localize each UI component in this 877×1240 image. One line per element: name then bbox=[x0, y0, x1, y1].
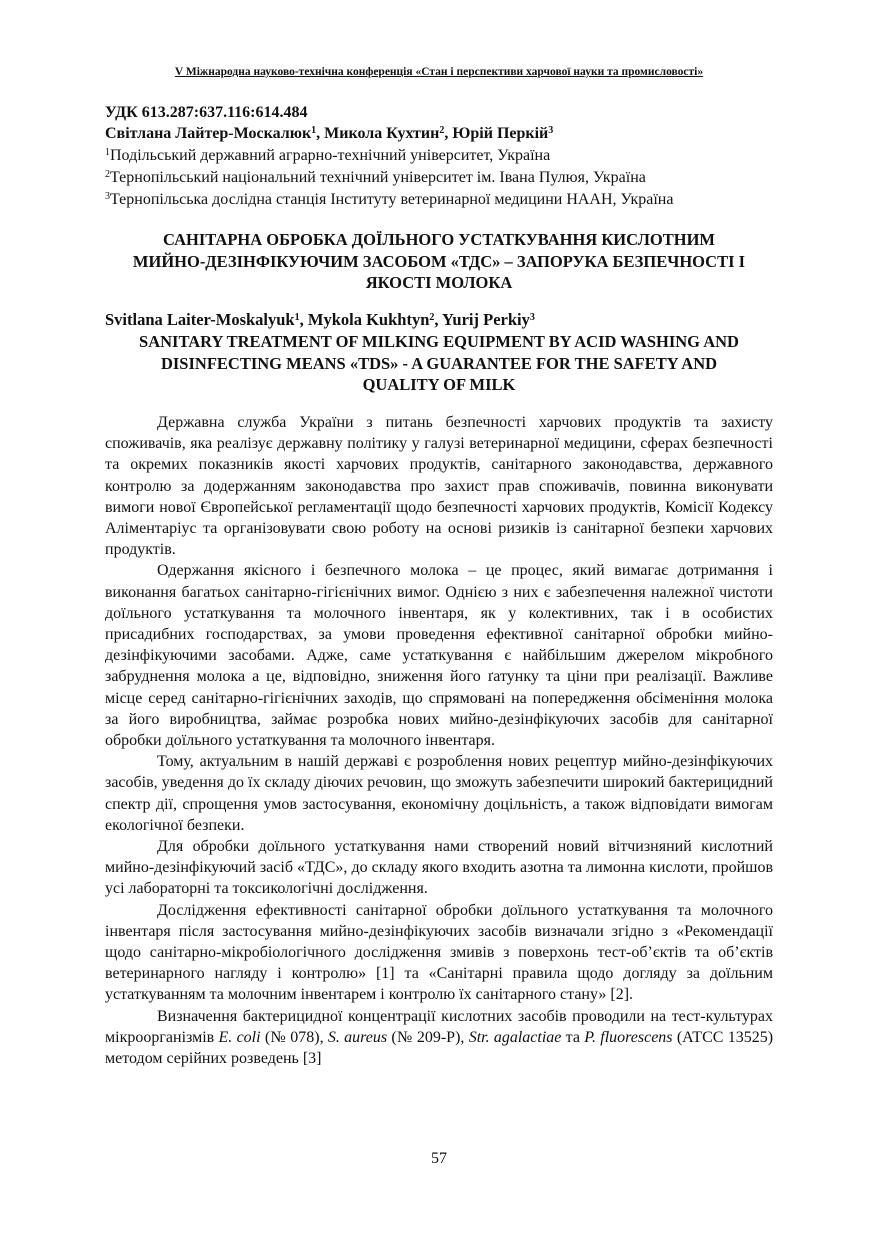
paragraph-text: (№ 209-Р), bbox=[387, 1028, 469, 1046]
affiliation-2 bbox=[105, 167, 646, 189]
author-separator: , bbox=[434, 310, 443, 329]
author-name: Світлана Лайтер-Москалюк bbox=[105, 125, 312, 142]
author-superscript: 3 bbox=[529, 312, 535, 323]
species-name: Str. agalactiae bbox=[468, 1028, 562, 1046]
affiliation-3 bbox=[105, 189, 673, 211]
body-text bbox=[105, 412, 773, 1069]
author-superscript: 1 bbox=[294, 312, 300, 323]
author-superscript: 3 bbox=[548, 125, 554, 136]
page-number: 57 bbox=[431, 1150, 447, 1167]
authors-english bbox=[105, 310, 535, 330]
title-ukrainian bbox=[105, 229, 773, 294]
affiliation-text: Тернопільський національний технічний університет ім. Івана Пулюя, Україна bbox=[110, 169, 646, 186]
affiliation-number: 1 bbox=[105, 147, 110, 158]
author-name: Yurij Perkiy bbox=[442, 310, 530, 329]
author-separator: , bbox=[444, 125, 453, 142]
title-line: SANITARY TREATMENT OF MILKING EQUIPMENT BY ACID WASHING AND bbox=[139, 332, 739, 351]
author-superscript: 2 bbox=[429, 312, 435, 323]
paragraph: Тому, актуальним в нашій державі є розроблення нових рецептур мийно-дезінфікуючих засобів, уведення до їх складу діючих речовин, що зможуть забезпечити широкий бактерицидний спектр дії, спрощення умов застосування, економічну доцільність, а також відповідати вимогам екологічної безпеки. bbox=[105, 753, 773, 834]
paragraph-text: Визначення бактерицидної концентрації кислотних засобів проводили на тест-культурах мікроорганізмів bbox=[105, 1007, 773, 1046]
species-name: P. fluorescens bbox=[584, 1028, 673, 1046]
author-name: Svitlana Laiter-Moskalyuk bbox=[105, 310, 295, 329]
conference-header: V Міжнародна науково-технічна конференція «Стан і перспективи харчової науки та промисловості» bbox=[174, 66, 704, 78]
title-line: DISINFECTING MEANS «TDS» - A GUARANTEE FOR THE SAFETY AND bbox=[160, 353, 718, 373]
author-separator: , bbox=[299, 310, 308, 329]
author-name: Юрій Перкій bbox=[452, 125, 549, 142]
udc-code: УДК 613.287:637.116:614.484 bbox=[105, 104, 308, 121]
affiliation-text: Тернопільська дослідна станція Інституту ветеринарної медицини НААН, Україна bbox=[110, 191, 674, 208]
author-name: Микола Кухтин bbox=[324, 125, 440, 142]
author-superscript: 1 bbox=[311, 125, 317, 136]
author-separator: , bbox=[316, 125, 325, 142]
paragraph: Дослідження ефективності санітарної обробки доїльного устаткування та молочного інвентаря після застосування мийно-дезінфікуючих засобів визначали згідно з «Рекомендації щодо санітарно-мікробіологічного дослідження змивів з поверхонь тест-об’єктів та об’єктів ветеринарного нагляду і контролю» [1] та «Санітарні правила щодо догляду за доїльним устаткуванням та молочним інвентарем і контролю їх санітарного стану» [2]. bbox=[105, 901, 773, 1004]
paragraph: Для обробки доїльного устаткування нами створений новий вітчизняний кислотний мийно-дезінфікуючий засіб «ТДС», до складу якого входить азотна та лимонна кислоти, пройшов усі лабораторні та токсикологічні дослідження. bbox=[105, 838, 773, 898]
title-line: QUALITY OF MILK bbox=[362, 375, 516, 394]
paragraph-text: (№ 078), bbox=[260, 1028, 328, 1046]
affiliation-number: 3 bbox=[105, 191, 110, 202]
paragraph-text: (АТСС 13525) методом серійних розведень [3] bbox=[105, 1028, 774, 1068]
paragraph bbox=[105, 1006, 773, 1070]
title-line: ЯКОСТІ МОЛОКА bbox=[365, 273, 513, 292]
authors-uk bbox=[105, 125, 553, 143]
title-line: МИЙНО-ДЕЗІНФІКУЮЧИМ ЗАСОБОМ «ТДС» – ЗАПОРУКА БЕЗПЕЧНОСТІ І bbox=[132, 251, 746, 271]
paragraph: Одержання якісного і безпечного молока – це процес, який вимагає дотримання і виконання багатьох санітарно-гігієнічних вимог. Однією з них є забезпечення належної чистоти доїльного устаткування та молочного інвентаря, як у колективних, так і в особистих присадибних господарствах, за умови проведення ефективної санітарної обробки мийно-дезінфікуючими засобами. Адже, саме устаткування є найбільшим джерелом мікробного забруднення молока а це, відповідно, зниження його ґатунку та ціни при реалізації. Важливе місце серед санітарно-гігієнічних заходів, що спрямовані на попередження обсіменіння молока за його виробництва, займає розробка нових мийно-дезінфікуючих засобів для санітарної обробки доїльного устаткування та молочного інвентаря. bbox=[105, 562, 773, 750]
paragraph-text: та bbox=[561, 1028, 585, 1046]
author-superscript: 2 bbox=[439, 125, 445, 136]
affiliation-1 bbox=[105, 145, 550, 167]
affiliation-text: Подільський державний аграрно-технічний університет, Україна bbox=[110, 147, 551, 164]
author-name: Mykola Kukhtyn bbox=[307, 310, 430, 329]
species-name: S. aureus bbox=[327, 1028, 388, 1046]
title-line: САНІТАРНА ОБРОБКА ДОЇЛЬНОГО УСТАТКУВАННЯ КИСЛОТНИМ bbox=[162, 230, 715, 249]
affiliation-number: 2 bbox=[105, 169, 110, 180]
paragraph: Державна служба України з питань безпечності харчових продуктів та захисту споживачів, яка реалізує державну політику у галузі ветеринарної медицини, сферах безпечності та окремих показників якості харчових продуктів, санітарного законодавства, державного контролю за додержанням законодавства про захист прав споживачів, повинна виконувати вимоги нової Європейської регламентації щодо безпечності харчових продуктів, Комісії Кодексу Аліментаріус та організовувати свою роботу на основі ризиків із санітарної безпеки харчових продуктів. bbox=[105, 414, 773, 559]
species-name: E. coli bbox=[218, 1028, 261, 1046]
title-english bbox=[105, 331, 773, 396]
